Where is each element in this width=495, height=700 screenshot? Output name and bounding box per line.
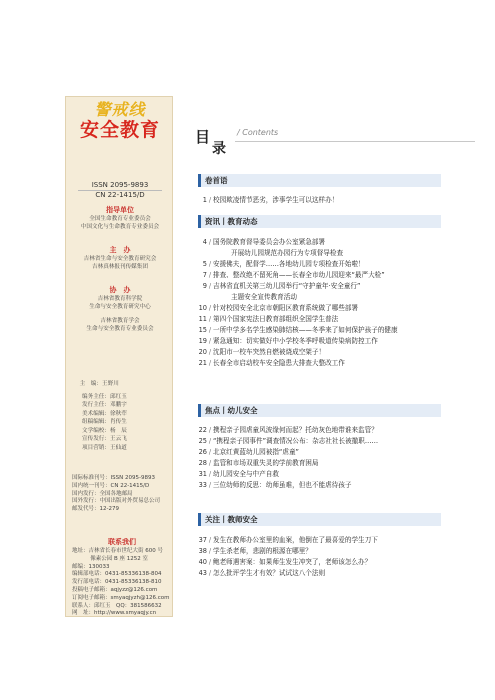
entry-separator: /: [208, 304, 212, 312]
toc-entry[interactable]: [195, 447, 445, 458]
entry-separator: /: [208, 348, 212, 356]
entry-separator: /: [208, 437, 212, 445]
entry-title: “携程亲子园事件”调查情况公布：杂志社社长被撤职……: [213, 437, 379, 445]
staff-list: [74, 380, 154, 452]
section-header: [198, 174, 441, 187]
entry-separator: /: [208, 359, 212, 367]
staff-value: 邓鹏宇: [110, 402, 127, 408]
section-entries: [195, 425, 445, 491]
entry-page: 9: [202, 282, 207, 290]
entry-page: [195, 248, 207, 259]
entry-page: 26: [198, 448, 207, 456]
issn-block: [66, 180, 174, 200]
entry-title: 怎么批评学生才有效？试试这八个法则: [213, 569, 326, 577]
staff-key: 美术编辑：: [82, 410, 110, 417]
toc-entry[interactable]: [195, 237, 445, 248]
sponsor-host: [66, 245, 174, 271]
toc-entry[interactable]: [195, 270, 445, 281]
staff-value: 肖传生: [110, 419, 127, 425]
entry-page: 37: [198, 536, 207, 544]
staff-row: [74, 444, 154, 453]
toc-title-char1: 目: [195, 128, 211, 146]
entry-title: 一所中学多名学生感染肺结核——冬季来了如何保护孩子的健康: [213, 326, 398, 334]
issn-text: ISSN 2095-9893: [91, 181, 149, 189]
contact-head: 联系我们: [108, 538, 136, 546]
section-title: 关注丨教师安全: [205, 515, 258, 524]
entry-page: [195, 292, 207, 303]
entry-separator: /: [208, 470, 212, 478]
pub-line: 国际标准刊号：ISSN 2095-9893: [72, 475, 155, 481]
toc-entry[interactable]: [195, 347, 445, 358]
staff-row: [74, 427, 154, 436]
staff-key: 宣传发行：: [82, 436, 110, 442]
entry-separator: /: [208, 337, 212, 345]
entry-page: 10: [198, 304, 207, 312]
section-header: [198, 513, 441, 526]
staff-key: 发行主任：: [82, 402, 110, 408]
entry-page: 33: [198, 481, 207, 489]
entry-page: 4: [202, 238, 207, 246]
entry-title: 三位幼师的反思：幼师虽难，但也不能虐待孩子: [213, 481, 352, 489]
staff-key: 文学编校：: [82, 427, 110, 434]
publication-info: [72, 475, 172, 514]
entry-separator: /: [208, 326, 212, 334]
pub-line: 国内发行：全国各地邮局: [72, 490, 133, 497]
staff-row: [74, 435, 154, 444]
entry-separator: /: [208, 569, 212, 577]
contact-line: 邮编：130033: [72, 563, 110, 570]
sponsor-line: 吉林省生命与安全教育研究会: [83, 256, 157, 262]
entry-separator: /: [208, 315, 212, 323]
section-entries: [195, 195, 445, 206]
contact-block: [72, 537, 172, 618]
section-header: [198, 215, 441, 228]
toc-title-char2: 录: [212, 141, 226, 157]
sponsor-line: 吉林省教育科学院: [97, 296, 143, 302]
toc-entry[interactable]: [195, 358, 445, 369]
entry-page: 15: [198, 326, 207, 334]
staff-key: 项目营销：: [82, 444, 110, 451]
toc-entry[interactable]: [195, 546, 445, 557]
sponsor-co: [66, 285, 174, 333]
staff-row: [74, 410, 154, 419]
magazine-logo: [66, 101, 174, 141]
toc-entry[interactable]: [195, 425, 445, 436]
entry-separator: /: [208, 448, 212, 456]
staff-chief: [74, 380, 154, 389]
sponsor-line: 生命与安全教育研究中心: [89, 304, 151, 310]
sponsor-line: 吉林省教育学会: [100, 318, 140, 324]
logo-main-text: 安全教育: [79, 119, 160, 141]
staff-row: [74, 401, 154, 410]
entry-title: 沈阳市一校车突然自燃被烧成空架子！: [213, 348, 326, 356]
entry-title: 主题安全宣传教育活动: [231, 293, 297, 301]
entry-page: 40: [198, 558, 207, 566]
entry-page: 25: [198, 437, 207, 445]
entry-page: 28: [198, 459, 207, 467]
entry-title: 第四个国家宪法日教育部组织全国学生普法: [213, 315, 339, 323]
entry-title: 监管和市场双重失灵的学前教育困局: [213, 459, 319, 467]
entry-page: 11: [198, 315, 207, 323]
staff-value: 王云飞: [110, 436, 127, 442]
toc-entry[interactable]: [195, 314, 445, 325]
staff-value: 王仙道: [110, 444, 127, 451]
sponsor-line: 吉林真林报刊传媒集团: [92, 264, 148, 270]
pub-line: 国外发行：中国出版对外贸易总公司: [72, 498, 161, 505]
contact-line: 地址：吉林省长春市世纪大街 600 号: [72, 548, 163, 554]
sponsor-line: 中国文化与生命教育专业委员会: [80, 224, 160, 230]
entry-separator: /: [208, 426, 212, 434]
entry-separator: /: [208, 558, 212, 566]
entry-page: 7: [202, 271, 207, 279]
entry-page: 1: [202, 196, 207, 204]
toc-entry[interactable]: [195, 535, 445, 546]
masthead-panel: [65, 96, 173, 617]
entry-separator: /: [208, 238, 212, 246]
staff-row: [74, 393, 154, 402]
sponsor-head: 协 办: [109, 286, 131, 294]
entry-separator: /: [208, 459, 212, 467]
staff-value: 杨 辰: [110, 427, 127, 434]
entry-title: 幼儿园安全与中产自救: [213, 470, 279, 478]
contact-line: 订阅电子邮箱：smyaqjyzh@126.com: [72, 594, 170, 601]
cn-text: CN 22-1415/D: [95, 191, 145, 199]
sponsor-guide: [66, 205, 174, 231]
sponsor-line: 生命与安全教育专业委员会: [86, 326, 154, 332]
toc-entry[interactable]: [195, 568, 445, 579]
toc-header-rule: [235, 141, 475, 142]
toc-entry[interactable]: [195, 480, 445, 491]
entry-title: 国务院教育督导委员会办公室紧急部署: [213, 238, 326, 246]
entry-separator: /: [208, 282, 212, 290]
staff-row: [74, 418, 154, 427]
toc-subtitle: / Contents: [237, 128, 279, 137]
contact-line: 投稿电子邮箱：aqjyzz@126.com: [72, 586, 158, 593]
contact-line: 网 址：http://www.smyaqjy.cn: [72, 610, 157, 617]
contact-line: 像素公园 B 座 1252 室: [72, 555, 149, 562]
section-title: 资讯丨教育动态: [205, 217, 258, 226]
entry-page: 20: [198, 348, 207, 356]
section-title: 焦点丨幼儿安全: [205, 406, 258, 415]
entry-separator: /: [208, 271, 212, 279]
entry-page: 43: [198, 569, 207, 577]
toc-entry[interactable]: [195, 336, 445, 347]
entry-title: 携程亲子园虐童风波缘何而起？托幼灰色地带谁来监管？: [213, 426, 378, 434]
toc-entry[interactable]: [195, 195, 445, 206]
issn-divider: [78, 190, 162, 191]
section-header: [198, 404, 441, 417]
pub-line: 国内统一刊号：CN 22-1415/D: [72, 482, 150, 489]
entry-separator: /: [208, 196, 212, 204]
toc-entry[interactable]: [195, 248, 445, 259]
section-title: 卷首语: [205, 176, 228, 185]
sponsor-head: 指导单位: [106, 206, 134, 214]
section-entries: [195, 237, 445, 369]
entry-page: 31: [198, 470, 207, 478]
entry-title: 北京红黄蓝幼儿园被指“虐童”: [213, 448, 299, 456]
toc-entry[interactable]: [195, 292, 445, 303]
staff-value: 王野川: [102, 381, 119, 387]
staff-value: 徐秋荦: [110, 410, 127, 417]
entry-page: 38: [198, 547, 207, 555]
toc-entry[interactable]: [195, 436, 445, 447]
section-entries: [195, 535, 445, 579]
entry-separator: /: [208, 536, 212, 544]
toc-entry[interactable]: [195, 469, 445, 480]
entry-page: 19: [198, 337, 207, 345]
toc-entry[interactable]: [195, 458, 445, 469]
toc-entry[interactable]: [195, 281, 445, 292]
logo-top-text: 警戒线: [94, 100, 146, 119]
entry-separator: /: [208, 260, 212, 268]
staff-key: 主 编：: [79, 381, 102, 387]
pub-line: 邮发代号：12-279: [72, 506, 119, 513]
entry-separator: /: [208, 481, 212, 489]
toc-entry[interactable]: [195, 259, 445, 270]
entry-title: 学生杀老师，悲剧的根源在哪里？: [213, 547, 312, 555]
toc-entry[interactable]: [195, 557, 445, 568]
staff-key: 编务主任：: [82, 393, 110, 400]
entry-separator: /: [208, 547, 212, 555]
entry-page: 22: [198, 426, 207, 434]
entry-title: 排查、整改绝不留死角——长春全市幼儿园迎来“最严大检”: [213, 271, 385, 279]
entry-title: 开展幼儿园规范办园行为专项督导检查: [231, 249, 344, 257]
entry-title: 针对校园安全北京市朝阳区教育系统做了哪些部署: [213, 304, 359, 312]
sponsor-line: 全国生命教育专业委员会: [89, 216, 151, 222]
staff-value: 邱红玉: [110, 393, 127, 400]
contact-line: 发行部电话：0431-85336138-810: [72, 579, 162, 586]
entry-page: 5: [202, 260, 207, 268]
toc-entry[interactable]: [195, 325, 445, 336]
entry-title: 紧急通知：切实做好中小学校冬季呼吸道传染病防控工作: [213, 337, 378, 345]
entry-page: 21: [198, 359, 207, 367]
contact-line: 编辑部电话：0431-85336138-804: [72, 571, 162, 578]
sponsor-head: 主 办: [109, 246, 131, 254]
entry-title: 长春全市启动校车安全隐患大排查大整改工作: [213, 359, 345, 367]
staff-key: 组稿编辑：: [82, 419, 110, 425]
contact-line: 联系人：邱红玉 QQ：381586632: [72, 602, 162, 609]
entry-title: 发生在教师办公室里的血案，他倒在了最喜爱的学生刀下: [213, 536, 378, 544]
entry-title: 安援佛夫，配督学……各地幼儿园专项检查开始啦！: [213, 260, 365, 268]
entry-title: 校园欺凌情节恶劣，涉事学生可以这样办！: [213, 196, 339, 204]
entry-title: 吉林省直机关第三幼儿园举行“守护童年·安全童行”: [213, 282, 361, 290]
toc-entry[interactable]: [195, 303, 445, 314]
entry-title: 鲍老师遇害案：如果师生发生冲突了，老师该怎么办？: [213, 558, 372, 566]
